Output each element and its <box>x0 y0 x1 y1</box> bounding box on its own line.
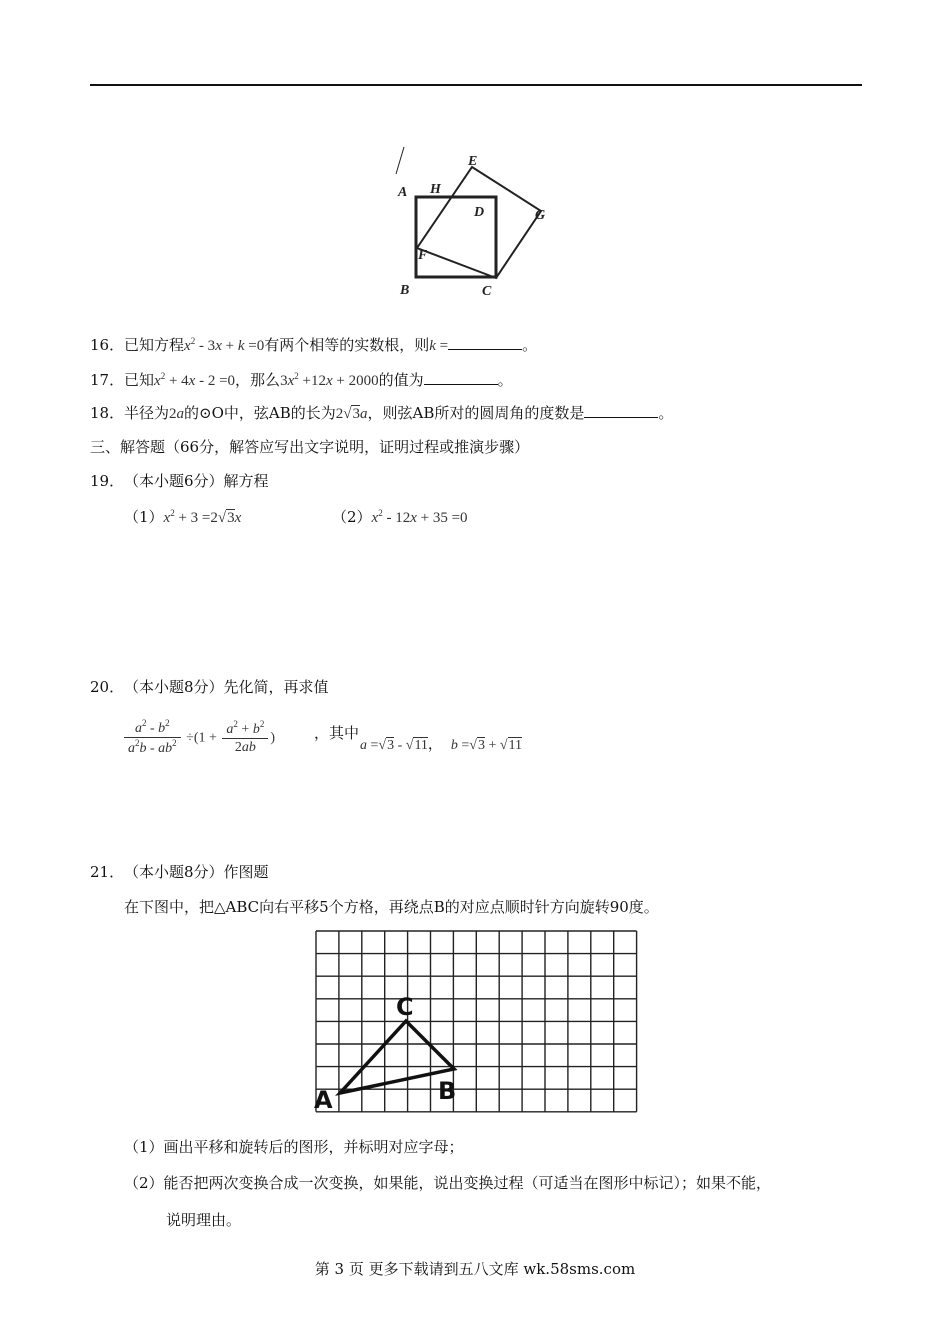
answer-blank-16 <box>448 337 522 350</box>
square-figure <box>390 144 560 304</box>
section-3-heading: 三、解答题（66分，解答应写出文字说明，证明过程或推演步骤） <box>90 438 530 456</box>
label-d: D <box>474 205 485 220</box>
grid-label-a: A <box>314 1086 333 1114</box>
answer-blank-17 <box>424 372 498 385</box>
grid-figure <box>300 925 645 1125</box>
triangle-abc <box>340 1021 454 1093</box>
question-21-step-1: （1）画出平移和旋转后的图形，并标明对应字母； <box>124 1138 464 1156</box>
grid-label-b: B <box>438 1077 457 1105</box>
sqrt-sign: √ <box>217 510 227 526</box>
label-e: E <box>468 154 478 169</box>
fraction-1: $\frac{a^2 - b^2}{a^2b - ab^2}$ <box>124 718 181 757</box>
question-21-step-3: 说明理由。 <box>166 1211 242 1229</box>
question-21-title: 21．（本小题8分）作图题 <box>90 863 269 881</box>
answer-blank-18 <box>584 405 658 418</box>
question-21-description: 在下图中，把△ABC向右平移5个方格，再绕点B的对应点顺时针方向旋转90度。 <box>124 898 659 916</box>
label-a: A <box>398 185 408 200</box>
question-20-where: ，其中 <box>314 724 360 742</box>
sqrt-sign: √ <box>469 738 477 753</box>
label-h: H <box>430 182 441 197</box>
question-19-part-1: $(1)x^2 + 3 =2√3x$ <box>124 508 242 526</box>
page-footer: 第 3 页 更多下载请到五八文库 wk.58sms.com <box>314 1260 636 1278</box>
label-g: G <box>535 208 546 223</box>
sqrt-sign: √ <box>499 738 508 753</box>
label-f: F <box>418 248 428 263</box>
question-20-values: a =√3 - √11， b =√3 + √11 <box>360 737 523 753</box>
question-18: 18．半径为2a的⊙O中，弦AB的长为2√3a，则弦AB所对的圆周角的度数是 。 <box>90 404 674 422</box>
question-16: 16．已知方程$x^2 - 3x + k =0$有两个相等的实数根，则k = 。 <box>90 336 538 354</box>
question-20-title: 20．（本小题8分）先化简，再求值 <box>90 678 329 696</box>
sqrt-sign: √ <box>343 406 352 422</box>
sketch-mark <box>396 147 404 174</box>
question-21-step-2: （2）能否把两次变换合成一次变换，如果能，说出变换过程（可适当在图形中标记）；如果不能， <box>124 1174 772 1192</box>
fraction-2: $\frac{a^2 + b^2}{2ab}$ <box>222 719 268 756</box>
sqrt-sign: √ <box>405 738 414 753</box>
question-20-expression: $\frac{a^2 - b^2}{a^2b - ab^2}$ ÷(1 + $\frac{a^2 + b^2}{2ab}$ ) <box>122 718 275 757</box>
sqrt-sign: √ <box>378 738 387 753</box>
question-19-part-2: $(2)x^2 - 12x + 35 =0$ <box>332 508 468 526</box>
label-b: B <box>400 283 410 298</box>
question-19-title: 19．（本小题6分）解方程 <box>90 472 269 490</box>
question-17: 17．已知$x^2 + 4x - 2 =0$，那么$3x^2 +12x + 2000$的值为 。 <box>90 371 513 389</box>
header-rule <box>90 84 862 86</box>
label-c: C <box>482 284 492 299</box>
grid-label-c: C <box>396 993 414 1021</box>
